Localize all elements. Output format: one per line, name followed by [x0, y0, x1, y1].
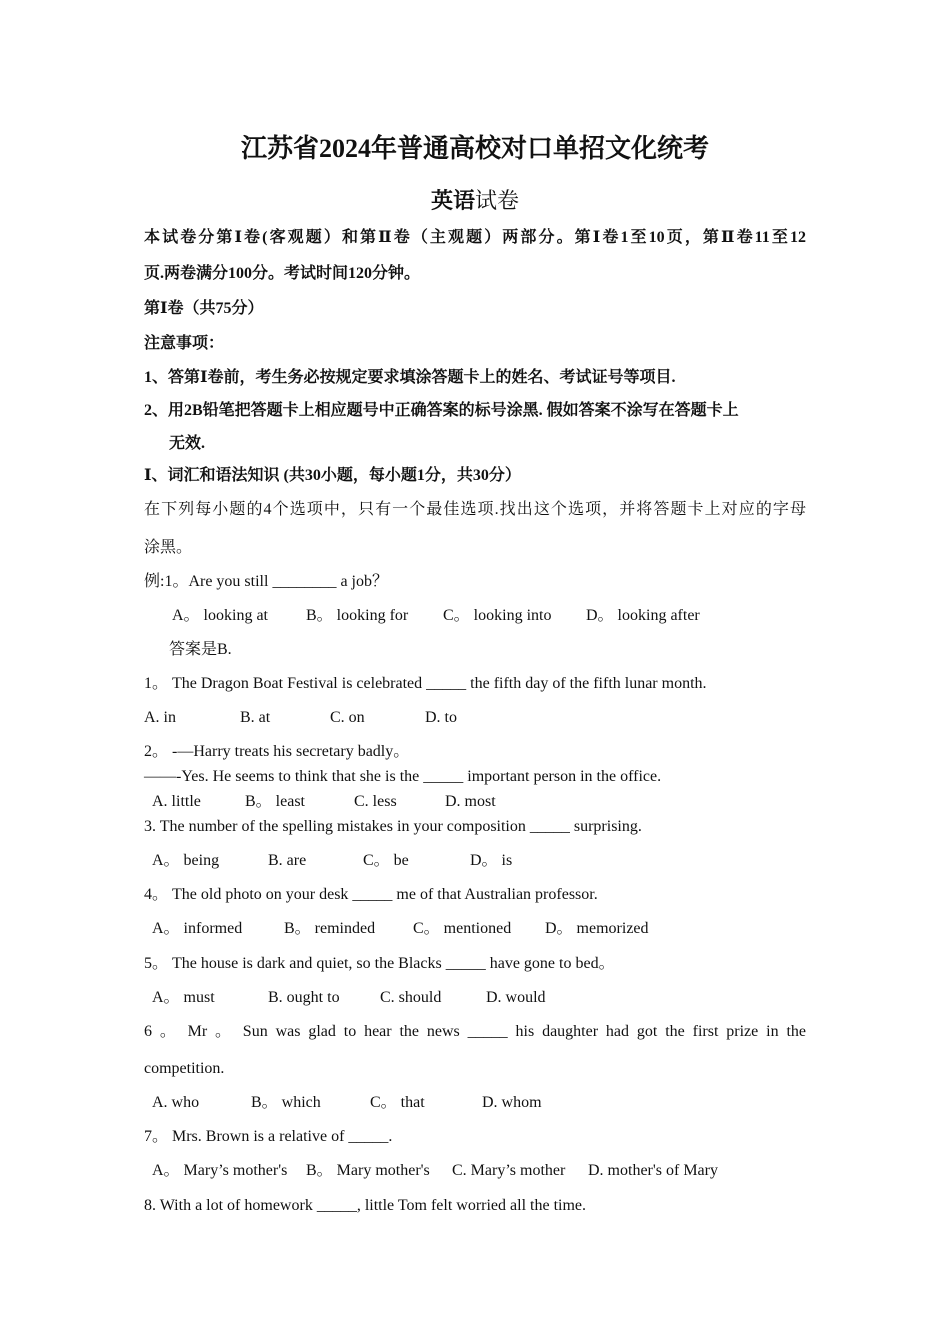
option-a: A。 informed	[152, 920, 243, 937]
option-a: A。 Mary’s mother's	[152, 1162, 288, 1179]
note-2-line-1: 2、用2B铅笔把答题卡上相应题号中正确答案的标号涂黑. 假如答案不涂写在答题卡上	[144, 402, 739, 419]
option-c: C. Mary’s mother	[452, 1162, 566, 1179]
option-c: C。 mentioned	[413, 920, 512, 937]
option-c: C。 that	[370, 1094, 425, 1111]
option-b: B。 least	[245, 793, 305, 810]
intro-line-1: 本试卷分第Ⅰ卷(客观题）和第Ⅱ卷（主观题）两部分。第Ⅰ卷1至10页，第Ⅱ卷11至12	[144, 229, 806, 246]
option-b: B. at	[240, 709, 271, 726]
option-b: B。 reminded	[284, 920, 376, 937]
option-d: D. to	[425, 709, 457, 726]
example-stem: 例:1。Are you still ________ a job？	[144, 573, 388, 590]
note-2-line-2: 无效.	[169, 435, 206, 452]
option-d: D. most	[445, 793, 496, 810]
option-d: D. whom	[482, 1094, 542, 1111]
example-option-d: D。 looking after	[586, 607, 700, 624]
question-5-stem: 5。 The house is dark and quiet, so the Blacks _____ have gone to bed。	[144, 955, 615, 972]
question-2-stem-2: ——-Yes. He seems to think that she is the _____ important person in the office.	[144, 768, 662, 785]
question-4-stem: 4。 The old photo on your desk _____ me of that Australian professor.	[144, 886, 598, 903]
question-6-stem: 6 。 Mr 。 Sun was glad to hear the news _____ his daughter had got the first prize in the	[144, 1023, 806, 1040]
option-b: B. are	[268, 852, 307, 869]
subject-name: 英语	[430, 188, 475, 213]
option-d: D. mother's of Mary	[588, 1162, 718, 1179]
option-d: D。 is	[470, 852, 513, 869]
question-7-stem: 7。 Mrs. Brown is a relative of _____.	[144, 1128, 393, 1145]
option-b: B。 which	[251, 1094, 321, 1111]
option-a: A. who	[152, 1094, 200, 1111]
section1-header: Ⅰ、词汇和语法知识 (共30小题，每小题1分，共30分）	[144, 467, 521, 484]
option-c: C. should	[380, 989, 442, 1006]
option-a: A. little	[152, 793, 201, 810]
question-2-stem: 2。 -—Harry treats his secretary badly。	[144, 743, 410, 760]
option-d: D。 memorized	[545, 920, 649, 937]
option-d: D. would	[486, 989, 546, 1006]
instructions-line-1: 在下列每小题的4个选项中，只有一个最佳选项.找出这个选项，并将答题卡上对应的字母	[144, 501, 806, 518]
option-a: A。 being	[152, 852, 220, 869]
example-option-b: B。 looking for	[306, 607, 409, 624]
instructions-line-2: 涂黑。	[144, 539, 193, 556]
exam-title: 江苏省2024年普通高校对口单招文化统考	[240, 134, 709, 163]
question-3-stem: 3. The number of the spelling mistakes in your composition _____ surprising.	[144, 818, 642, 835]
option-c: C. on	[330, 709, 365, 726]
option-a: A。 must	[152, 989, 215, 1006]
example-answer: 答案是B.	[169, 641, 232, 658]
option-c: C. less	[354, 793, 397, 810]
question-1-stem: 1。 The Dragon Boat Festival is celebrated _____ the fifth day of the fifth lunar month.	[144, 675, 707, 692]
notes-header: 注意事项：	[144, 335, 225, 352]
note-1: 1、答第Ⅰ卷前，考生务必按规定要求填涂答题卡上的姓名、考试证号等项目.	[144, 369, 676, 386]
question-6-stem-2: competition.	[144, 1060, 225, 1077]
option-c: C。 be	[363, 852, 409, 869]
option-b: B。 Mary mother's	[306, 1162, 430, 1179]
exam-subtitle	[0, 187, 950, 215]
option-b: B. ought to	[268, 989, 340, 1006]
example-option-a: A。 looking at	[172, 607, 268, 624]
intro-line-2: 页.两卷满分100分。考试时间120分钟。	[144, 265, 421, 282]
subtitle-suffix: 试卷	[475, 188, 520, 213]
option-a: A. in	[144, 709, 176, 726]
example-option-c: C。 looking into	[443, 607, 552, 624]
part1-header: 第Ⅰ卷（共75分）	[144, 300, 264, 317]
question-8-stem: 8. With a lot of homework _____, little Tom felt worried all the time.	[144, 1197, 587, 1214]
